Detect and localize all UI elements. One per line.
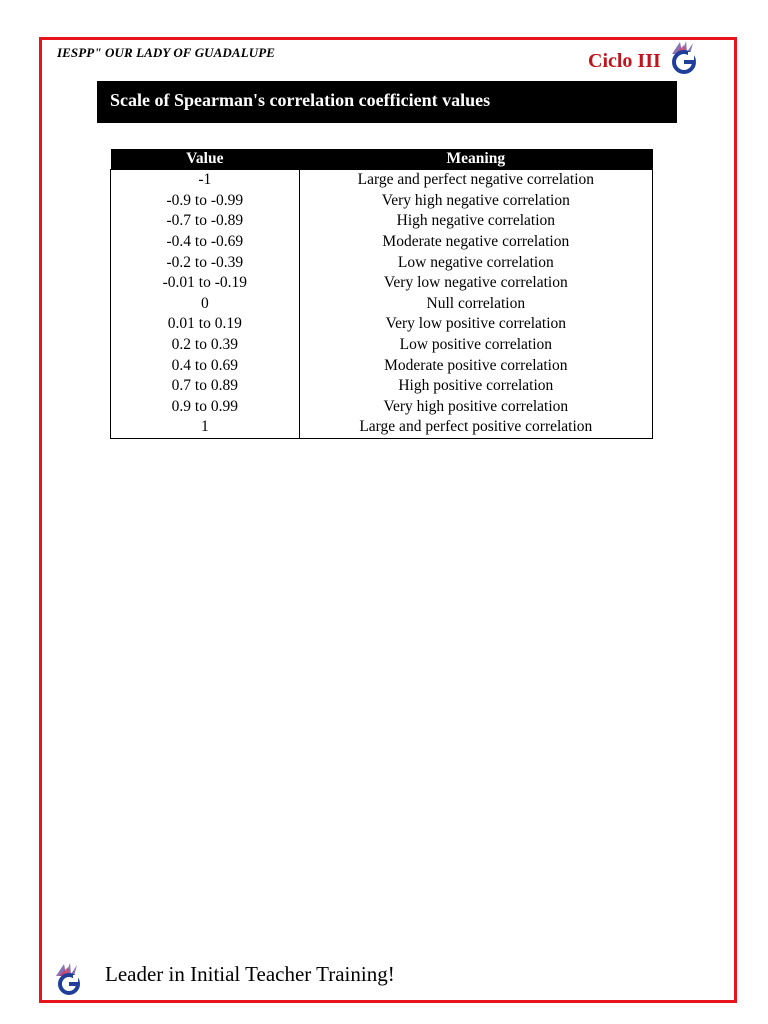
cell-meaning: Very high positive correlation xyxy=(383,397,569,415)
cell-meaning: Very low positive correlation xyxy=(385,315,566,333)
cell-meaning: Low positive correlation xyxy=(399,336,552,354)
table-row xyxy=(111,170,653,191)
cell-meaning: Large and perfect positive correlation xyxy=(359,418,593,436)
brand xyxy=(588,40,708,74)
table-row xyxy=(111,314,653,335)
cell-meaning: High positive correlation xyxy=(398,377,554,395)
table-row xyxy=(111,417,653,438)
footer-guadalupe-logo-icon xyxy=(52,962,88,1001)
cell-value: 0.7 to 0.89 xyxy=(111,376,300,397)
cell-value: -0.9 to -0.99 xyxy=(111,191,300,212)
table-header-row xyxy=(111,149,653,170)
cell-value: -0.4 to -0.69 xyxy=(111,232,300,253)
cell-meaning: Moderate positive correlation xyxy=(384,356,568,374)
footer-slogan: Leader in Initial Teacher Training! xyxy=(105,962,395,986)
guadalupe-g-logo-icon xyxy=(666,40,702,79)
cell-value: -0.7 to -0.89 xyxy=(111,211,300,232)
table-row xyxy=(111,294,653,315)
cell-value: 0.2 to 0.39 xyxy=(111,335,300,356)
cell-value: 0.9 to 0.99 xyxy=(111,397,300,418)
cell-value: 1 xyxy=(111,417,300,438)
cell-meaning: Moderate negative correlation xyxy=(382,233,570,251)
table-row xyxy=(111,355,653,376)
column-header-value: Value xyxy=(111,149,300,170)
brand-text: Ciclo III xyxy=(588,50,661,72)
cell-value: 0.4 to 0.69 xyxy=(111,355,300,376)
cell-value: -0.01 to -0.19 xyxy=(111,273,300,294)
table-row xyxy=(111,252,653,273)
cell-meaning: Large and perfect negative correlation xyxy=(357,171,595,189)
spearman-scale-table xyxy=(110,149,653,439)
table-body xyxy=(111,170,653,439)
table-row xyxy=(111,273,653,294)
table-row xyxy=(111,211,653,232)
table-row xyxy=(111,232,653,253)
cell-value: -1 xyxy=(111,170,300,191)
cell-meaning: Very low negative correlation xyxy=(383,274,568,292)
page-title: Scale of Spearman's correlation coefficient values xyxy=(97,81,677,123)
cell-meaning: High negative correlation xyxy=(396,212,556,230)
cell-meaning: Low negative correlation xyxy=(397,253,554,271)
cell-value: 0 xyxy=(111,294,300,315)
cell-value: -0.2 to -0.39 xyxy=(111,252,300,273)
table-row xyxy=(111,397,653,418)
cell-value: 0.01 to 0.19 xyxy=(111,314,300,335)
cell-meaning: Null correlation xyxy=(426,294,526,312)
table-row xyxy=(111,376,653,397)
table-row xyxy=(111,191,653,212)
table-row xyxy=(111,335,653,356)
institution-name: IESPP" OUR LADY OF GUADALUPE xyxy=(57,45,276,60)
cell-meaning: Very high negative correlation xyxy=(381,191,570,209)
column-header-meaning: Meaning xyxy=(299,149,652,170)
